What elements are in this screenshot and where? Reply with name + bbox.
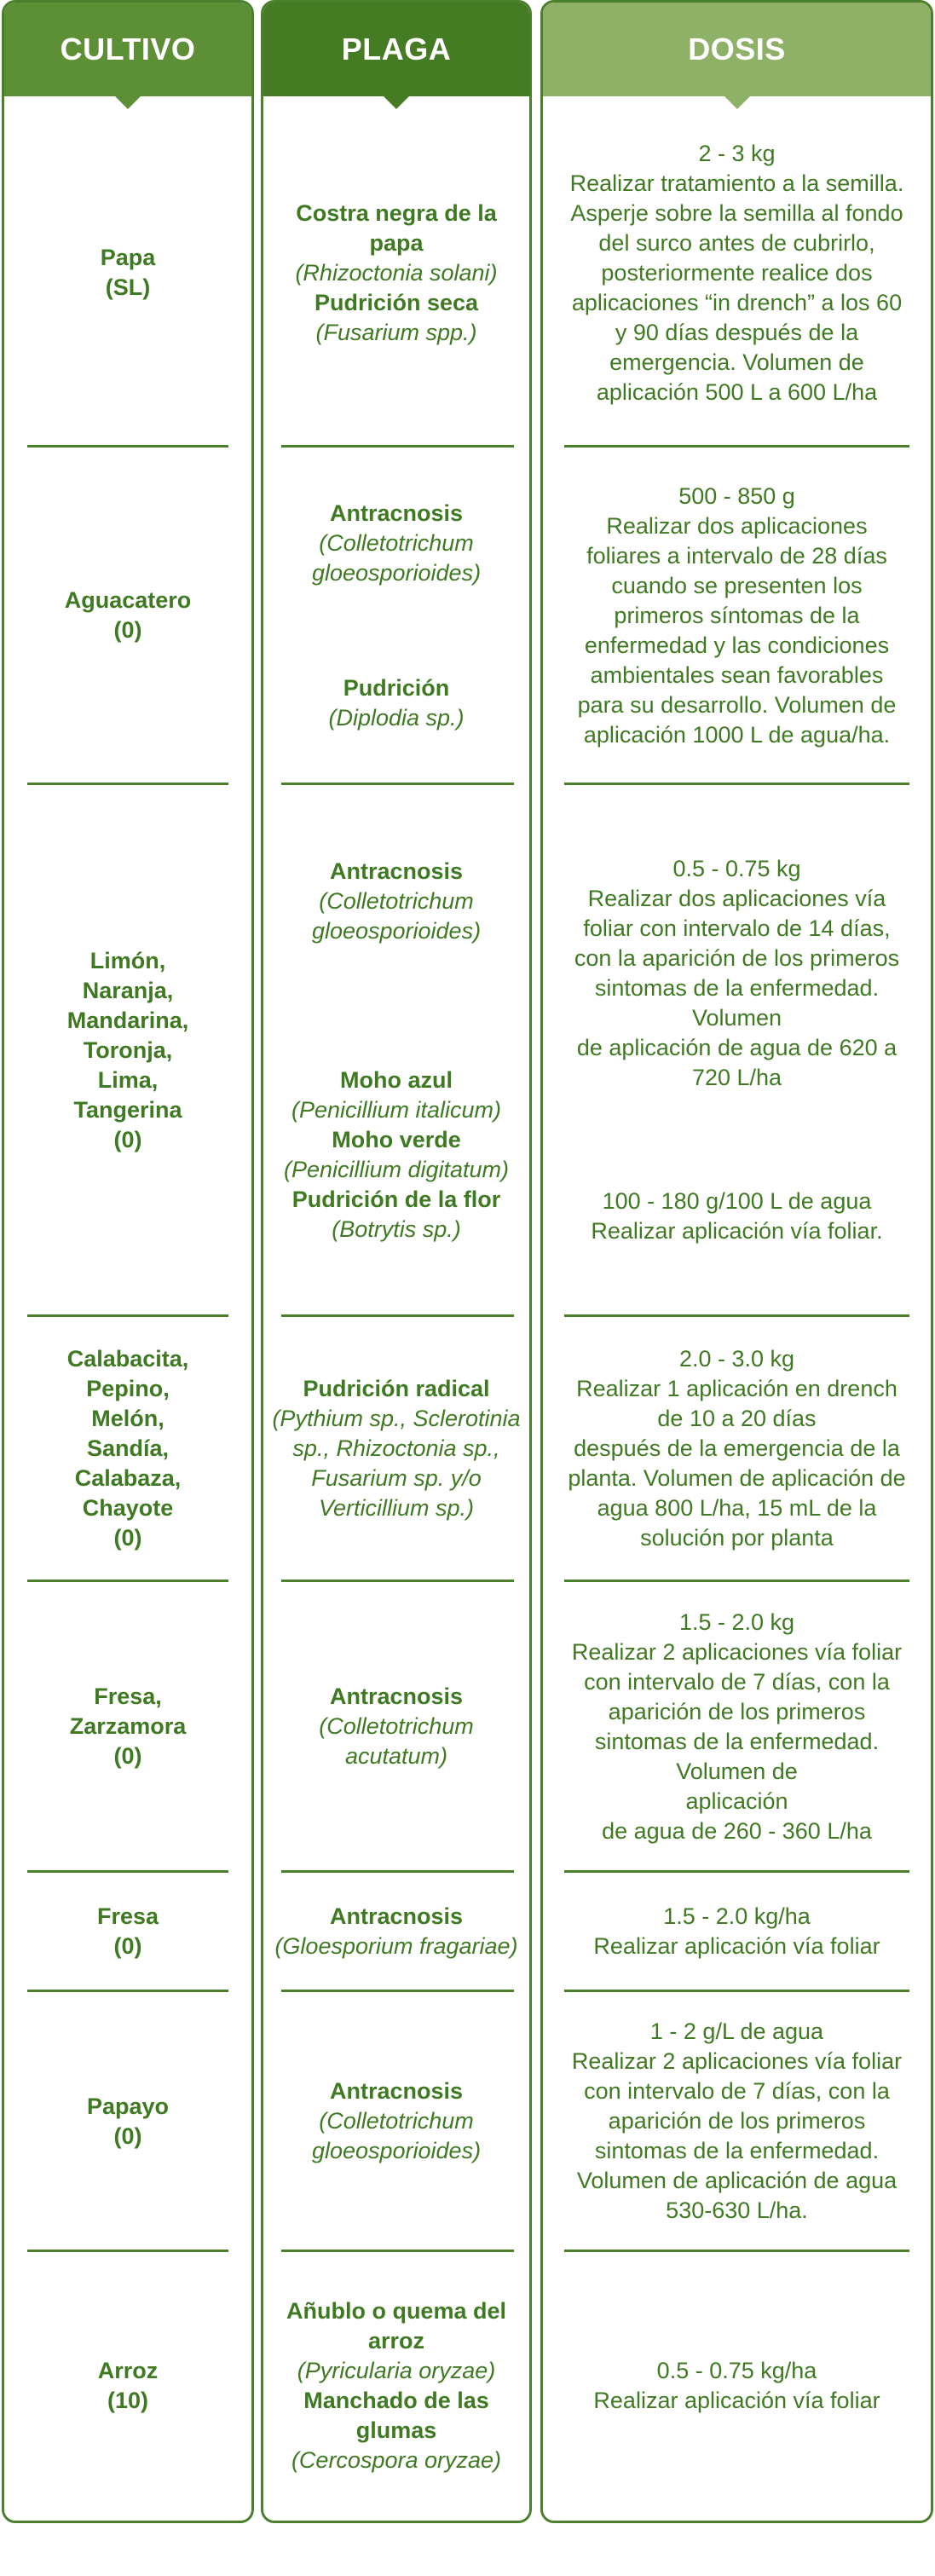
pest-scientific-name: (Botrytis sp.) <box>332 1216 461 1242</box>
crop-name: Aguacatero <box>64 587 192 613</box>
dose-text-line: planta. Volumen de aplicación de <box>568 1465 906 1491</box>
row-divider <box>564 1870 909 1873</box>
dose-text-line: sintomas de la enfermedad. <box>594 975 880 1001</box>
dose-text-line: 720 L/ha <box>691 1065 782 1090</box>
dose-text-line: del surco antes de cubrirlo, <box>598 229 875 256</box>
pest-name: glumas <box>355 2417 437 2443</box>
crop-name: Toronja, <box>83 1037 173 1063</box>
dose-text-line: aparición de los primeros <box>608 2108 866 2134</box>
row-divider <box>564 1580 909 1582</box>
row-divider <box>564 1314 909 1317</box>
cultivo-cell <box>4 1583 251 1870</box>
pest-name: Antracnosis <box>329 1903 464 1929</box>
cultivo-cell <box>4 1993 251 2250</box>
dosis-cell <box>543 786 931 1314</box>
dose-text-line: Realizar aplicación vía foliar <box>593 2388 880 2413</box>
dose-text-line: posteriormente realice dos <box>601 259 873 286</box>
dose-text-line: Realizar tratamiento a la semilla. <box>569 170 904 196</box>
dose-text-line: Asperje sobre la semilla al fondo <box>570 199 903 226</box>
pest-scientific-name: (Rhizoctonia solani) <box>295 259 498 286</box>
crop-name: (0) <box>113 1525 142 1551</box>
dose-text-line: Realizar 1 aplicación en drench <box>576 1376 897 1401</box>
pest-name: Pudrición radical <box>303 1376 490 1401</box>
dose-text-line: Realizar dos aplicaciones <box>606 512 868 539</box>
dose-text-line: con intervalo de 7 días, con la <box>584 2078 890 2104</box>
cultivo-cell <box>4 448 251 783</box>
pest-scientific-name: Verticillium sp.) <box>318 1495 474 1521</box>
row-divider <box>27 1990 228 1992</box>
dose-text-line: de 10 a 20 días <box>657 1406 817 1431</box>
crop-name: Calabaza, <box>74 1465 182 1491</box>
dose-text-line: foliares a intervalo de 28 días <box>586 542 887 569</box>
crop-name: Mandarina, <box>66 1007 189 1033</box>
dose-group <box>574 854 899 1093</box>
pest-scientific-name: (Penicillium italicum) <box>291 1096 502 1123</box>
dose-group <box>591 1187 882 1246</box>
crop-name: (0) <box>113 2123 142 2149</box>
dose-text-line: aplicación 500 L a 600 L/ha <box>596 378 878 405</box>
header-plaga: PLAGA <box>263 3 529 96</box>
pest-scientific-name: (Penicillium digitatum) <box>283 1156 510 1182</box>
dose-text-line: 1.5 - 2.0 kg/ha <box>663 1903 811 1929</box>
row-divider <box>281 2250 514 2252</box>
row-divider <box>27 783 228 785</box>
dose-text-line: Realizar aplicación vía foliar. <box>591 1218 883 1244</box>
crop-name: (SL) <box>105 274 151 300</box>
crop-name: (0) <box>113 1126 142 1152</box>
column-plaga <box>261 0 532 2523</box>
row-divider <box>27 1580 228 1582</box>
dose-group <box>578 482 897 750</box>
pest-name: Pudrición seca <box>314 289 479 315</box>
dose-text-line: sintomas de la enfermedad. <box>594 2138 880 2163</box>
crop-name: Fresa, <box>94 1684 162 1709</box>
dose-text-line: aparición de los primeros <box>608 1698 866 1724</box>
crop-name: Arroz <box>97 2358 159 2383</box>
dose-text-line: primeros síntomas de la <box>614 602 860 628</box>
crop-name: Chayote <box>82 1495 174 1521</box>
cultivo-cell <box>4 1318 251 1580</box>
plaga-cell <box>263 786 529 1314</box>
dose-group <box>593 1902 880 1961</box>
dose-text-line: aplicación 1000 L de agua/ha. <box>583 721 891 748</box>
pest-scientific-name: (Colletotrichum <box>319 529 474 556</box>
dosis-cell <box>543 1583 931 1870</box>
plaga-cell <box>263 1583 529 1870</box>
pest-group <box>312 857 481 946</box>
pest-name: Antracnosis <box>329 2078 464 2104</box>
dosis-cell <box>543 1993 931 2250</box>
dose-text-line: 0.5 - 0.75 kg <box>672 856 801 881</box>
header-dosis: DOSIS <box>543 3 931 96</box>
dose-text-line: Realizar 2 aplicaciones vía foliar <box>571 2048 903 2074</box>
pest-group <box>274 1902 517 1961</box>
pest-name: Costra negra de la <box>296 199 497 226</box>
dose-text-line: foliar con intervalo de 14 días, <box>583 915 891 941</box>
pest-scientific-name: gloeosporioides) <box>311 2138 482 2163</box>
pest-scientific-name: (Gloesporium fragariae) <box>274 1933 518 1959</box>
column-dosis <box>540 0 933 2523</box>
pest-scientific-name: (Diplodia sp.) <box>328 704 465 731</box>
dose-group <box>572 2017 902 2226</box>
pest-name: arroz <box>367 2328 424 2354</box>
crop-name: Naranja, <box>82 977 174 1003</box>
dose-text-line: Volumen de <box>676 1758 798 1784</box>
plaga-cell <box>263 2253 529 2519</box>
pest-name: Pudrición <box>343 674 450 701</box>
pest-group <box>319 1682 474 1771</box>
pest-group <box>312 499 481 588</box>
dose-text-line: enfermedad y las condiciones <box>584 632 890 658</box>
crop-name: Zarzamora <box>69 1713 187 1739</box>
plaga-cell <box>263 1874 529 1990</box>
pest-scientific-name: (Colletotrichum <box>319 1713 474 1739</box>
pest-name: Moho azul <box>340 1066 453 1093</box>
plaga-cell <box>263 1318 529 1580</box>
pest-name: Manchado de las <box>303 2388 489 2413</box>
row-divider <box>281 1580 514 1582</box>
plaga-cell <box>263 1993 529 2250</box>
pest-scientific-name: acutatum) <box>344 1743 448 1769</box>
dose-text-line: 500 - 850 g <box>678 482 795 509</box>
pest-scientific-name: (Colletotrichum <box>319 887 474 914</box>
plaga-cell <box>263 101 529 445</box>
pest-group <box>284 1066 509 1245</box>
dosis-cell <box>543 2253 931 2519</box>
dose-text-line: Volumen <box>691 1005 782 1031</box>
pest-group <box>272 1374 520 1523</box>
pest-scientific-name: (Colletotrichum <box>319 2108 474 2134</box>
pest-scientific-name: Fusarium sp. y/o <box>311 1465 482 1491</box>
pest-name: Pudrición de la flor <box>291 1186 501 1212</box>
crop-name: Fresa <box>96 1903 159 1929</box>
pest-name: Antracnosis <box>329 858 464 884</box>
dose-text-line: Realizar 2 aplicaciones vía foliar <box>571 1638 903 1665</box>
dose-text-line: con intervalo de 7 días, con la <box>584 1668 890 1695</box>
dose-text-line: aplicaciones “in drench” a los 60 <box>571 289 903 315</box>
pest-name: Moho verde <box>332 1126 461 1152</box>
crop-name: (0) <box>113 1933 142 1959</box>
row-divider <box>281 1870 514 1873</box>
row-divider <box>564 1990 909 1992</box>
dose-group <box>593 2356 880 2416</box>
dose-text-line: solución por planta <box>640 1525 834 1551</box>
dose-text-line: de agua de 260 - 360 L/ha <box>602 1817 872 1844</box>
dose-group <box>570 139 904 407</box>
dose-text-line: Volumen de aplicación de agua <box>576 2168 897 2193</box>
crop-name: Lima, <box>97 1066 159 1093</box>
dose-text-line: 2 - 3 kg <box>698 140 776 166</box>
row-divider <box>27 445 228 448</box>
pest-scientific-name: (Pyricularia oryzae) <box>297 2358 496 2383</box>
dose-text-line: 0.5 - 0.75 kg/ha <box>656 2358 817 2383</box>
row-divider <box>281 1990 514 1992</box>
row-divider <box>281 783 514 785</box>
cultivo-cell <box>4 1874 251 1990</box>
row-divider <box>564 783 909 785</box>
pest-name: Antracnosis <box>329 500 464 526</box>
dose-group <box>568 1344 905 1553</box>
dosis-cell <box>543 101 931 445</box>
dose-text-line: emergencia. Volumen de <box>609 349 864 375</box>
crop-name: Papayo <box>86 2093 170 2119</box>
row-divider <box>281 445 514 448</box>
cultivo-cell <box>4 2253 251 2519</box>
pest-scientific-name: (Cercospora oryzae) <box>291 2447 502 2473</box>
row-divider <box>564 2250 909 2252</box>
dose-text-line: 1.5 - 2.0 kg <box>678 1609 795 1635</box>
pest-scientific-name: gloeosporioides) <box>311 917 482 944</box>
cultivo-cell <box>4 101 251 445</box>
plaga-cell <box>263 448 529 783</box>
dosis-cell <box>543 448 931 783</box>
dose-text-line: sintomas de la enfermedad. <box>594 1728 880 1754</box>
dosis-cell <box>543 1874 931 1990</box>
row-divider <box>564 445 909 448</box>
pest-group <box>312 2076 481 2166</box>
dose-text-line: 1 - 2 g/L de agua <box>649 2019 824 2044</box>
pest-scientific-name: gloeosporioides) <box>311 559 482 586</box>
pest-name: papa <box>369 229 424 256</box>
dose-text-line: aplicación <box>685 1788 788 1814</box>
row-divider <box>27 1314 228 1317</box>
dose-text-line: 2.0 - 3.0 kg <box>678 1346 795 1372</box>
dose-text-line: 100 - 180 g/100 L de agua <box>602 1188 872 1214</box>
row-divider <box>27 1870 228 1873</box>
crop-name: Pepino, <box>86 1376 170 1401</box>
crop-name: Tangerina <box>73 1096 182 1123</box>
dose-text-line: agua 800 L/ha, 15 mL de la <box>597 1495 877 1521</box>
crop-name: Sandía, <box>86 1435 170 1461</box>
crop-name: Papa <box>100 245 156 270</box>
dose-text-line: con la aparición de los primeros <box>574 945 900 971</box>
pest-group <box>295 199 497 348</box>
dose-text-line: para su desarrollo. Volumen de <box>577 691 897 718</box>
pest-scientific-name: (Fusarium spp.) <box>315 319 477 345</box>
pest-scientific-name: sp., Rhizoctonia sp., <box>292 1435 500 1461</box>
crop-name: Melón, <box>91 1406 164 1431</box>
pest-group <box>286 2296 506 2475</box>
dose-text-line: ambientales sean favorables <box>590 661 884 688</box>
crop-name: Calabacita, <box>66 1346 189 1372</box>
dose-text-line: cuando se presenten los <box>611 572 863 598</box>
row-divider <box>281 1314 514 1317</box>
pest-scientific-name: (Pythium sp., Sclerotinia <box>272 1406 521 1431</box>
dose-text-line: 530-630 L/ha. <box>666 2198 808 2223</box>
crop-name: (0) <box>113 1743 142 1769</box>
crop-name: (0) <box>113 617 142 643</box>
row-divider <box>27 2250 228 2252</box>
header-cultivo: CULTIVO <box>4 3 251 96</box>
pest-name: Añublo o quema del <box>286 2298 506 2324</box>
dose-text-line: y 90 días después de la <box>615 319 859 345</box>
cultivo-cell <box>4 786 251 1314</box>
pest-name: Antracnosis <box>329 1684 464 1709</box>
dose-text-line: Realizar dos aplicaciones vía <box>587 886 886 911</box>
dose-text-line: después de la emergencia de la <box>574 1435 900 1461</box>
dose-text-line: Realizar aplicación vía foliar <box>593 1933 880 1959</box>
column-cultivo <box>2 0 254 2523</box>
crop-name: (10) <box>107 2388 148 2413</box>
dosis-cell <box>543 1318 931 1580</box>
crop-name: Limón, <box>89 947 166 973</box>
dose-group <box>572 1608 902 1846</box>
dose-text-line: de aplicación de agua de 620 a <box>576 1035 897 1060</box>
pest-group <box>328 673 464 733</box>
